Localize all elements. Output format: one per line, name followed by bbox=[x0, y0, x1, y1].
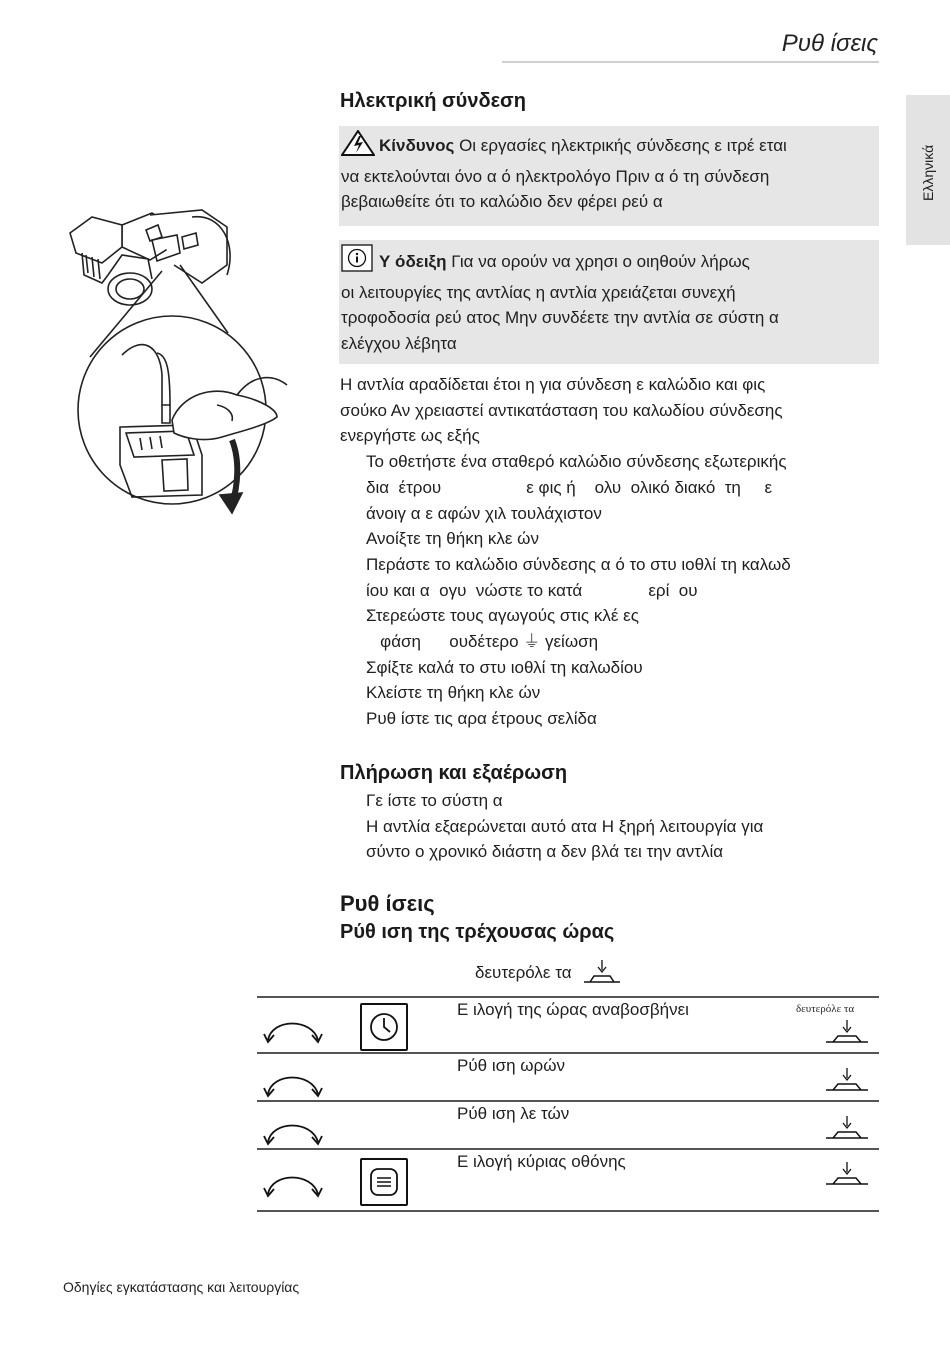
subheading-current-time: Ρύθ ιση της τρέχουσας ώρας bbox=[340, 921, 615, 943]
step-line: φάση ουδέτερο ⏚ γείωση bbox=[366, 632, 599, 652]
danger-line: να εκτελούνται όνο α ό ηλεκτρολόγο Πριν α ό τη σύνδεση bbox=[341, 166, 770, 186]
note-label: Υ όδειξη bbox=[379, 252, 447, 271]
note-line: Για να ορούν να χρησι ο οιηθούν λήρως bbox=[451, 252, 750, 271]
press-button-icon bbox=[824, 1066, 870, 1094]
rotate-knob-icon bbox=[262, 1164, 324, 1198]
intro-seconds-label: δευτερόλε τα bbox=[475, 963, 572, 982]
language-tab-label: Ελληνικά bbox=[920, 144, 936, 202]
footer-text: Οδηγίες εγκατάστασης και λειτουργίας bbox=[63, 1279, 300, 1295]
rotate-knob-icon bbox=[262, 1010, 324, 1044]
step-line: Κλείστε τη θήκη κλε ών bbox=[366, 683, 541, 703]
menu-icon bbox=[360, 1158, 408, 1206]
step-line: δια έτρου ε φις ή ολυ ολικό διακό τη ε bbox=[366, 477, 773, 497]
table-divider bbox=[257, 1100, 879, 1102]
body-line: ενεργήστε ως εξής bbox=[340, 426, 480, 446]
note-box bbox=[339, 240, 879, 364]
body-line: Η αντλία αραδίδεται έτοι η για σύνδεση ε καλώδιο και φις bbox=[340, 375, 766, 394]
pump-connection-illustration bbox=[62, 205, 302, 525]
connection-instructions bbox=[340, 372, 880, 732]
row-right-label: δευτερόλε τα bbox=[796, 1003, 855, 1015]
step-line: ίου και α ογυ νώστε το κατά ερί ου bbox=[366, 580, 698, 600]
table-divider bbox=[257, 1210, 879, 1212]
row-text-select-main-screen: Ε ιλογή κύριας οθόνης bbox=[457, 1152, 626, 1171]
danger-label: Κίνδυνος bbox=[379, 136, 455, 155]
danger-line: Οι εργασίες ηλεκτρικής σύνδεσης ε ιτρέ εται bbox=[459, 136, 787, 155]
row-text-select-time: Ε ιλογή της ώρας αναβοσβήνει bbox=[457, 1000, 689, 1019]
step-line: Περάστε το καλώδιο σύνδεσης α ό το στυ ιοθλί τη καλωδ bbox=[366, 554, 791, 574]
step-line: Ρυθ ίστε τις αρα έτρους σελίδα bbox=[366, 709, 597, 729]
press-button-icon bbox=[824, 1018, 870, 1046]
step-line: άνοιγ α ε αφών χιλ τουλάχιστον bbox=[366, 503, 602, 523]
clock-icon bbox=[360, 1003, 408, 1051]
rotate-knob-icon bbox=[262, 1064, 324, 1098]
note-line: τροφοδοσία ρεύ ατος Μην συνδέετε την αντλία σε σύστη α bbox=[341, 308, 779, 328]
filling-instructions bbox=[340, 788, 880, 865]
press-button-icon bbox=[824, 1160, 870, 1188]
note-line: ελέγχου λέβητα bbox=[341, 334, 457, 354]
table-divider bbox=[257, 1052, 879, 1054]
section-heading-filling: Πλήρωση και εξαέρωση bbox=[340, 762, 568, 784]
press-button-icon bbox=[582, 958, 622, 986]
warning-electric-icon bbox=[341, 130, 375, 164]
intro-seconds bbox=[475, 958, 622, 986]
row-text-set-hours: Ρύθ ιση ωρών bbox=[457, 1056, 565, 1075]
rotate-knob-icon bbox=[262, 1112, 324, 1146]
page-title: Ρυθ ίσεις bbox=[781, 30, 878, 57]
press-button-icon bbox=[824, 1114, 870, 1142]
table-divider bbox=[257, 996, 879, 998]
filling-line: Γε ίστε το σύστη α bbox=[366, 791, 503, 810]
step-line: Στερεώστε τους αγωγούς στις κλέ ες bbox=[366, 606, 639, 626]
table-divider bbox=[257, 1148, 879, 1150]
body-line: σούκο Αν χρειαστεί αντικατάσταση του καλωδίου σύνδεσης bbox=[340, 400, 783, 420]
danger-line: βεβαιωθείτε ότι το καλώδιο δεν φέρει ρεύ α bbox=[341, 192, 663, 212]
step-line: Σφίξτε καλά το στυ ιοθλί τη καλωδίου bbox=[366, 657, 643, 677]
section-heading-settings: Ρυθ ίσεις bbox=[340, 891, 435, 916]
info-icon bbox=[341, 244, 373, 280]
danger-box bbox=[339, 126, 879, 226]
filling-line: σύντο ο χρονικό διάστη α δεν βλά τει την αντλία bbox=[366, 842, 724, 862]
step-line: Το οθετήστε ένα σταθερό καλώδιο σύνδεσης εξωτερικής bbox=[366, 452, 787, 472]
note-line: οι λειτουργίες της αντλίας η αντλία χρειάζεται συνεχή bbox=[341, 282, 736, 302]
section-heading-electrical: Ηλεκτρική σύνδεση bbox=[340, 90, 526, 112]
filling-line: Η αντλία εξαερώνεται αυτό ατα Η ξηρή λειτουργία για bbox=[366, 816, 764, 836]
row-text-set-minutes: Ρύθ ιση λε τών bbox=[457, 1104, 570, 1123]
header-divider bbox=[502, 61, 879, 63]
step-line: Ανοίξτε τη θήκη κλε ών bbox=[366, 529, 539, 549]
